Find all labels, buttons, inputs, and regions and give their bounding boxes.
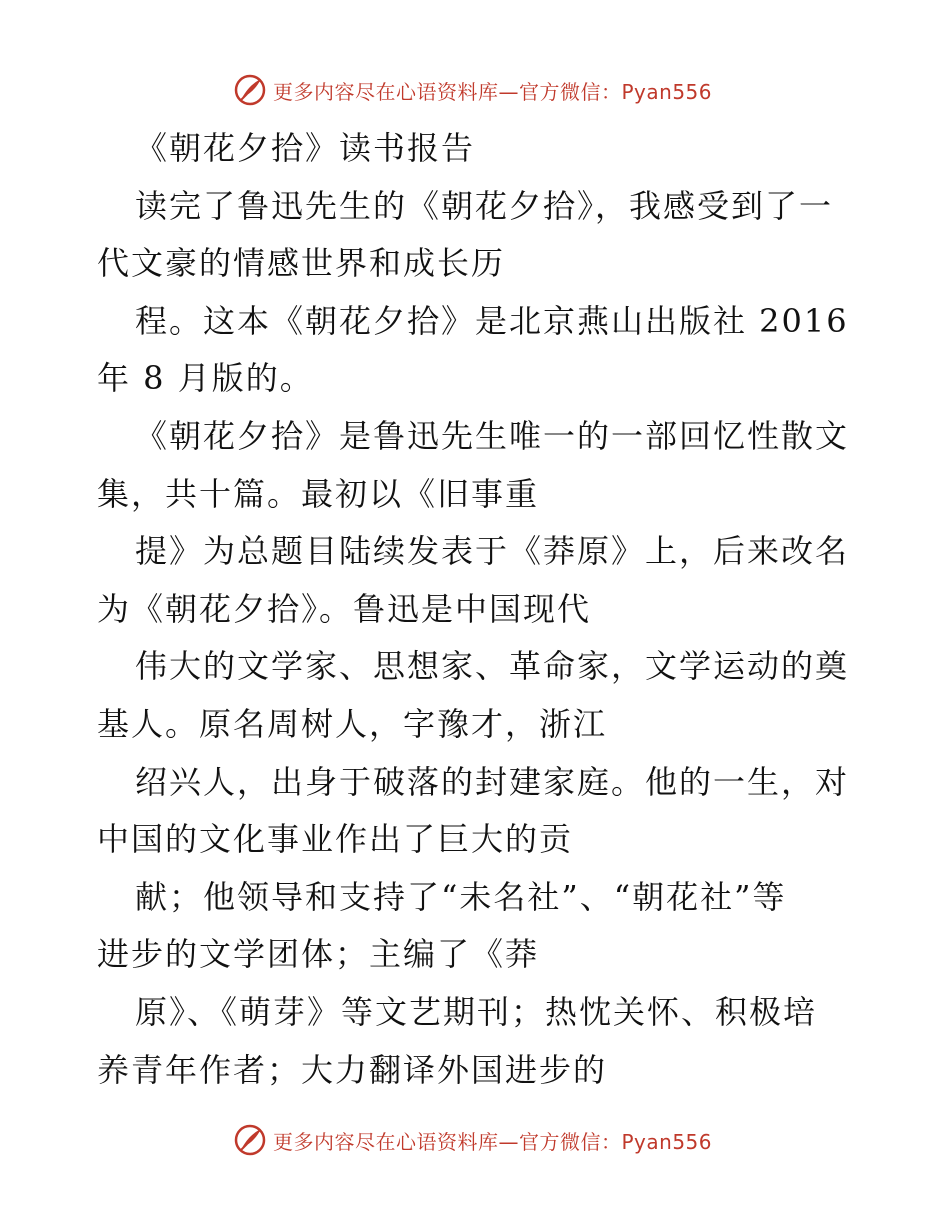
paragraph-line: 年 8 月版的。 [97, 359, 314, 398]
feather-pen-seal-icon [233, 73, 267, 107]
paragraph-line: 提》为总题目陆续发表于《莽原》上，后来改名 [135, 532, 850, 571]
paragraph-line: 原》、《萌芽》等文艺期刊；热忱关怀、积极培 [135, 992, 818, 1031]
paragraph-line: 养青年作者；大力翻译外国进步的 [97, 1050, 608, 1089]
paragraph-line: 进步的文学团体；主编了《莽 [97, 935, 540, 974]
document-body [97, 120, 857, 1099]
header-watermark [233, 72, 733, 108]
paragraph-line: 读完了鲁迅先生的《朝花夕拾》，我感受到了一 [135, 186, 834, 225]
paragraph-line: 《朝花夕拾》是鲁迅先生唯一的一部回忆性散文 [135, 416, 850, 455]
feather-pen-seal-icon [233, 1123, 267, 1157]
paragraph-line: 基人。原名周树人，字豫才，浙江 [97, 704, 608, 743]
watermark-text: 更多内容尽在心语资料库—官方微信：Pyan556 [273, 79, 713, 104]
document-title: 《朝花夕拾》读书报告 [135, 129, 476, 167]
paragraph-line: 代文豪的情感世界和成长历 [97, 244, 506, 283]
paragraph-line: 伟大的文学家、思想家、革命家，文学运动的奠 [135, 647, 850, 686]
paragraph-line: 中国的文化事业作出了巨大的贡 [97, 820, 574, 859]
paragraph-line: 为《朝花夕拾》。鲁迅是中国现代 [97, 589, 592, 628]
paragraph-line: 献；他领导和支持了“未名社”、“朝花社”等 [135, 877, 787, 916]
paragraph-line: 绍兴人，出身于破落的封建家庭。他的一生，对 [135, 762, 850, 801]
paragraph-line: 集，共十篇。最初以《旧事重 [97, 474, 540, 513]
footer-watermark [233, 1122, 733, 1158]
watermark-text: 更多内容尽在心语资料库—官方微信：Pyan556 [273, 1129, 713, 1154]
paragraph-line: 程。这本《朝花夕拾》是北京燕山出版社 2016 [135, 301, 849, 340]
